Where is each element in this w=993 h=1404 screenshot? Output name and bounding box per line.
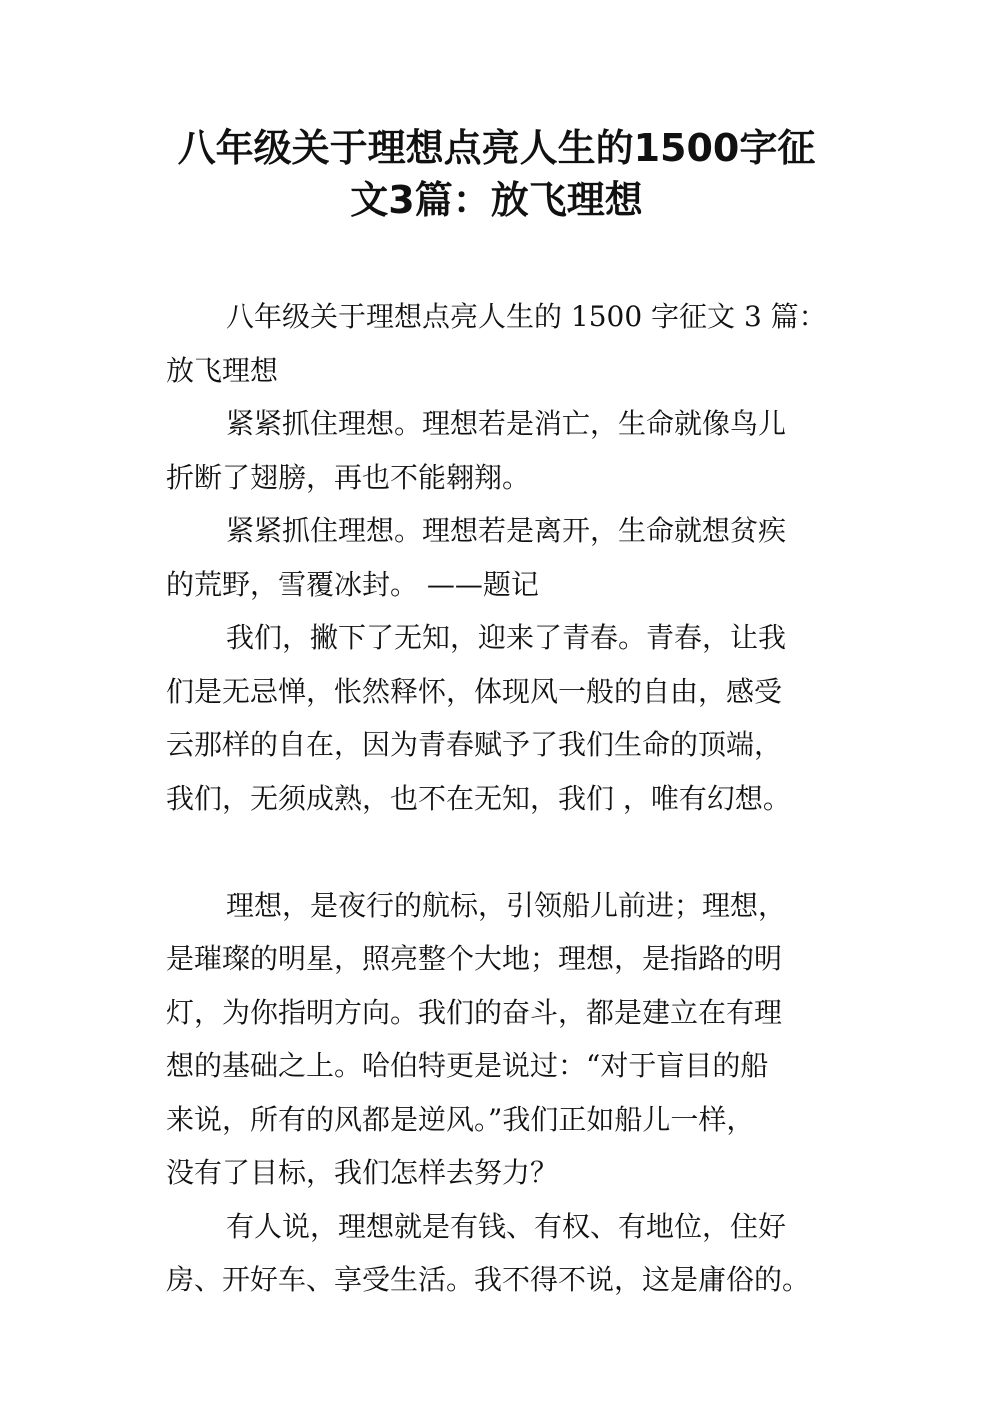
paragraph-2 <box>166 397 846 504</box>
paragraph-line: 的荒野，雪覆冰封。 ——题记 <box>166 567 539 601</box>
paragraph-4 <box>166 611 846 825</box>
paragraph-line: 我们，无须成熟，也不在无知，我们 ，唯有幻想。 <box>166 781 791 815</box>
document-title-line-1: 八年级关于理想点亮人生的1500字征 <box>177 126 816 170</box>
paragraph-3 <box>166 504 846 611</box>
paragraph-line: 房、开好车、享受生活。我不得不说，这是庸俗的。 <box>166 1263 811 1296</box>
paragraph-line: 放飞理想 <box>166 353 279 387</box>
paragraph-line: 有人说，理想就是有钱、有权、有地位，住好 <box>226 1209 787 1243</box>
paragraph-line: 我们，撇下了无知，迎来了青春。青春，让我 <box>226 621 787 654</box>
paragraph-line: 来说，所有的风都是逆风。”我们正如船儿一样， <box>166 1102 755 1136</box>
paragraph-line: 折断了翅膀，再也不能翱翔。 <box>166 460 531 494</box>
paragraph-line: 紧紧抓住理想。理想若是消亡，生命就像鸟儿 <box>226 407 787 440</box>
paragraph-line: 理想，是夜行的航标，引领船儿前进；理想， <box>226 888 787 922</box>
paragraph-gap <box>166 825 846 879</box>
document-body <box>166 290 846 1307</box>
paragraph-5 <box>166 879 846 1200</box>
document-title-line-2: 文3篇：放飞理想 <box>350 178 643 222</box>
paragraph-line: 没有了目标，我们怎样去努力？ <box>166 1156 559 1189</box>
paragraph-line: 想的基础之上。哈伯特更是说过：“对于盲目的船 <box>166 1049 769 1082</box>
paragraph-line: 云那样的自在，因为青春赋予了我们生命的顶端， <box>166 728 783 761</box>
paragraph-line: 紧紧抓住理想。理想若是离开，生命就想贫疾 <box>226 514 787 547</box>
paragraph-line: 们是无忌惮，怅然释怀，体现风一般的自由，感受 <box>166 674 783 708</box>
paragraph-line: 八年级关于理想点亮人生的 1500 字征文 3 篇： <box>226 300 827 333</box>
paragraph-1 <box>166 290 846 397</box>
paragraph-line: 灯，为你指明方向。我们的奋斗，都是建立在有理 <box>166 995 783 1029</box>
paragraph-line: 是璀璨的明星，照亮整个大地；理想，是指路的明 <box>166 942 783 975</box>
paragraph-6 <box>166 1200 846 1307</box>
